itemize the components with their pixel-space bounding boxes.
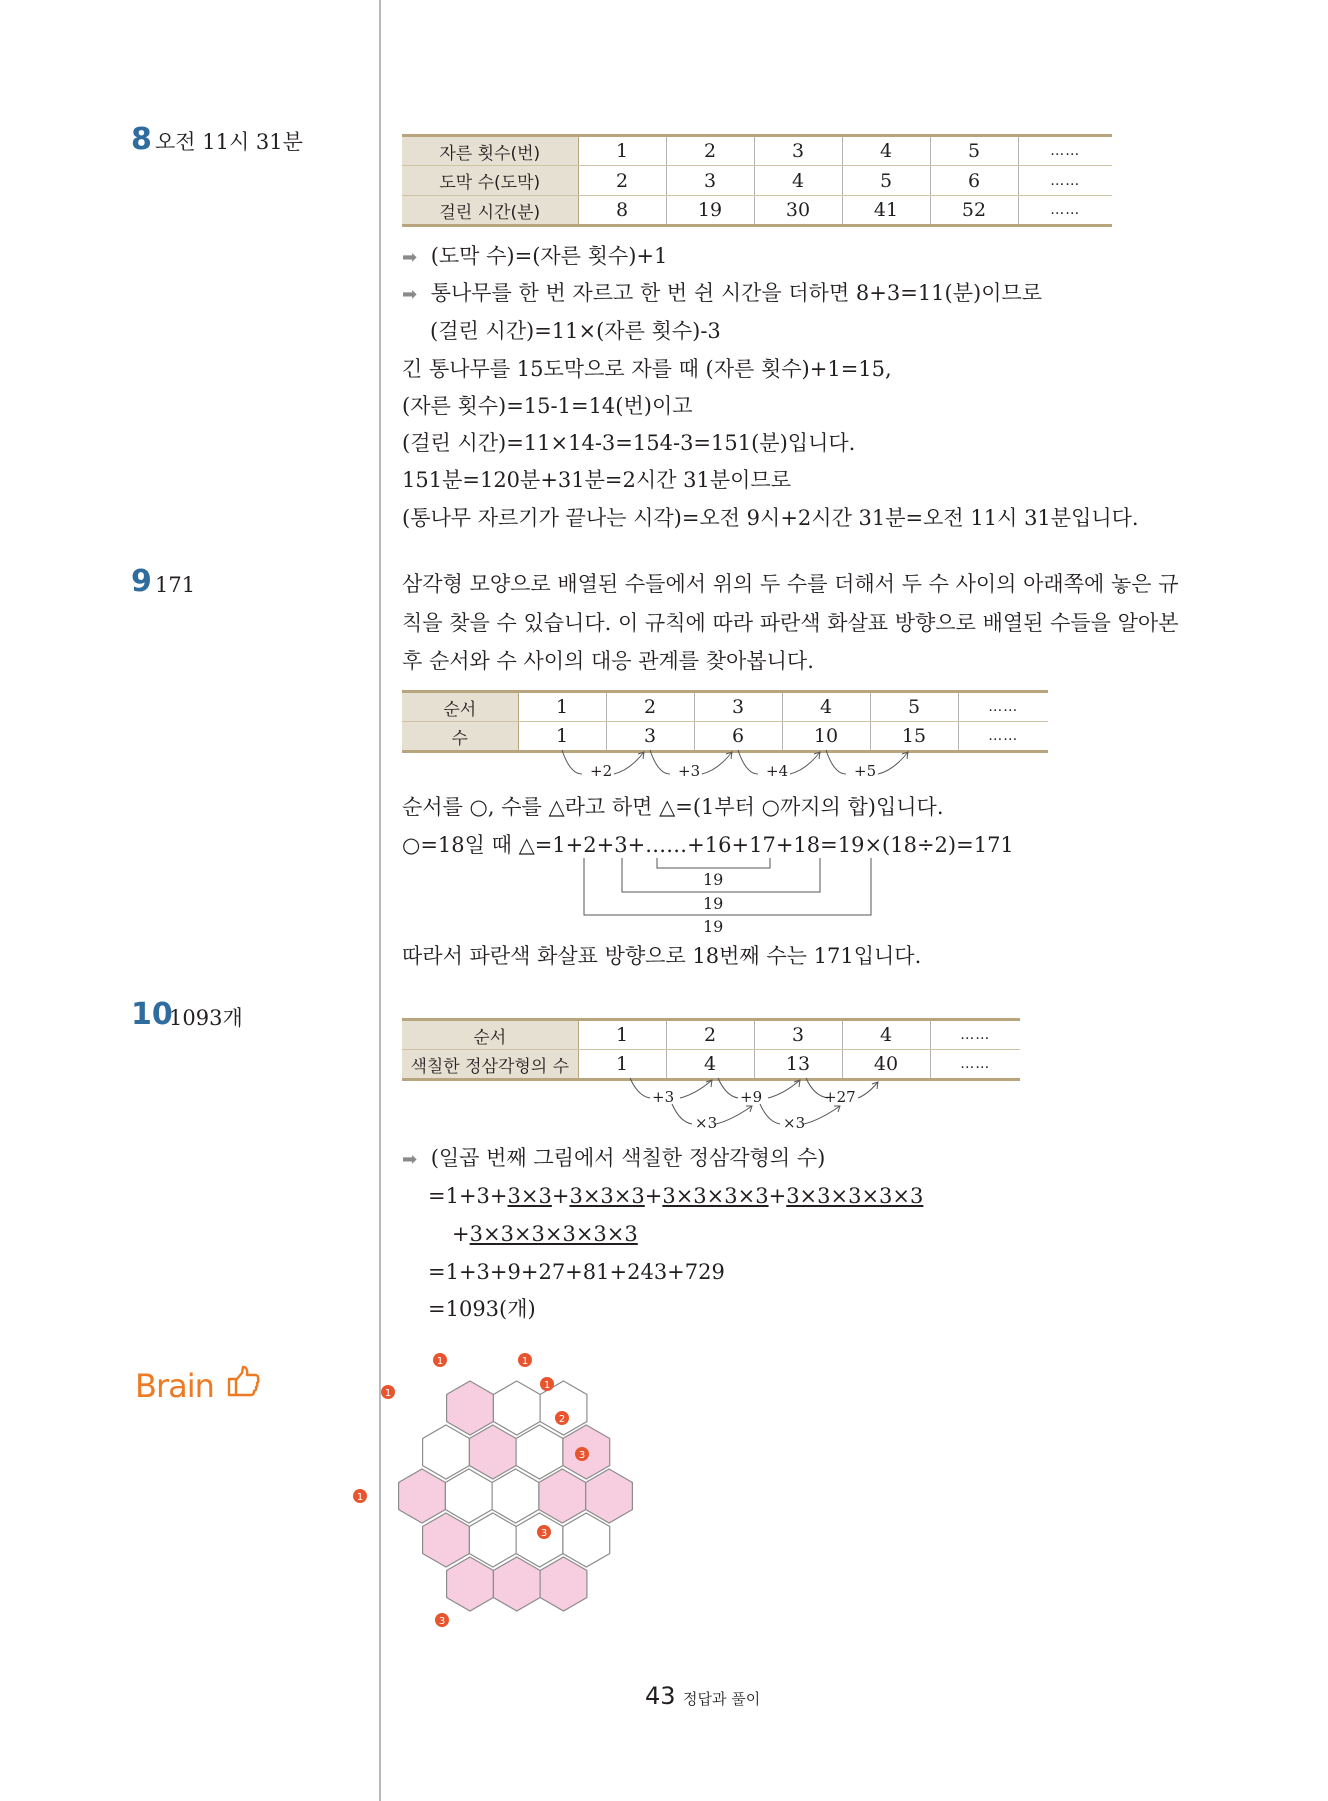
table-cell: …… bbox=[1018, 166, 1112, 196]
question-9-number: 9 bbox=[131, 564, 152, 599]
q8-line-text: (도막 수)=(자른 횟수)+1 bbox=[430, 244, 668, 268]
table-cell: 4 bbox=[754, 166, 842, 196]
hexagon-cell bbox=[516, 1513, 563, 1567]
q10-line-2 bbox=[428, 1178, 923, 1214]
table-cell: 5 bbox=[870, 692, 958, 722]
arrow-marker-label: 2 bbox=[558, 1414, 566, 1425]
table-cell: 52 bbox=[930, 196, 1018, 226]
expr-part-underlined: 3×3 bbox=[507, 1184, 552, 1208]
table-cell: 13 bbox=[754, 1050, 842, 1080]
q9-intro-2: 칙을 찾을 수 있습니다. 이 규칙에 따라 파란색 화살표 방향으로 배열된 수들을 알아본 bbox=[402, 611, 1179, 635]
q9-conclusion: 따라서 파란색 화살표 방향으로 18번째 수는 171입니다. bbox=[402, 944, 922, 968]
hexagon-puzzle bbox=[356, 1356, 702, 1646]
expr-part: + bbox=[452, 1222, 470, 1246]
table-cell: 4 bbox=[782, 692, 870, 722]
table-cell: 4 bbox=[842, 1020, 930, 1050]
arrow-marker-label: 3 bbox=[540, 1528, 548, 1539]
q9-intro-1: 삼각형 모양으로 배열된 수들에서 위의 두 수를 더해서 두 수 사이의 아래쪽에 놓은 규 bbox=[402, 572, 1179, 596]
q9-pair-brackets bbox=[580, 858, 880, 918]
table-row-header: 자른 횟수(번) bbox=[402, 136, 578, 166]
expr-part-underlined: 3×3×3×3×3×3 bbox=[469, 1222, 638, 1246]
table-row bbox=[402, 166, 1112, 196]
q9-table bbox=[402, 690, 1048, 753]
pair-sum: 19 bbox=[703, 917, 724, 936]
table-cell: 1 bbox=[578, 136, 666, 166]
table-cell: …… bbox=[958, 692, 1048, 722]
table-row bbox=[402, 722, 1048, 752]
q9-line-1: 순서를 ○, 수를 △라고 하면 △=(1부터 ○까지의 합)입니다. bbox=[402, 795, 944, 819]
q8-line-1 bbox=[402, 238, 667, 276]
table-cell: 2 bbox=[578, 166, 666, 196]
table-cell: …… bbox=[958, 722, 1048, 752]
diff-label: +3 bbox=[678, 762, 701, 780]
hexagon-cell bbox=[469, 1425, 516, 1479]
table-cell: 8 bbox=[578, 196, 666, 226]
table-cell: 4 bbox=[666, 1050, 754, 1080]
arrow-marker-label: 3 bbox=[578, 1450, 586, 1461]
diff-label: +4 bbox=[766, 762, 789, 780]
q8-table bbox=[402, 134, 1112, 227]
hexagon-cell bbox=[493, 1381, 540, 1435]
table-cell: …… bbox=[1018, 136, 1112, 166]
table-row bbox=[402, 1020, 1020, 1050]
table-cell: 15 bbox=[870, 722, 958, 752]
arrow-marker-label: 1 bbox=[543, 1380, 551, 1391]
table-cell: 3 bbox=[694, 692, 782, 722]
diff-label: +2 bbox=[590, 762, 613, 780]
question-10-number: 10 bbox=[131, 997, 173, 1032]
page-label: 정답과 풀이 bbox=[683, 1690, 761, 1708]
brain-title: Brain bbox=[135, 1367, 214, 1405]
q8-line-2 bbox=[402, 275, 1042, 313]
table-cell: 6 bbox=[694, 722, 782, 752]
arrow-marker-label: 1 bbox=[384, 1388, 392, 1399]
q10-line-5: =1093(개) bbox=[428, 1297, 536, 1321]
q10-line-1 bbox=[402, 1140, 825, 1178]
q10-line-3 bbox=[452, 1216, 638, 1252]
hexagon-cell bbox=[399, 1469, 446, 1523]
table-row-header: 도막 수(도막) bbox=[402, 166, 578, 196]
table-cell: 3 bbox=[606, 722, 694, 752]
table-cell: …… bbox=[930, 1020, 1020, 1050]
hexagon-cell bbox=[563, 1513, 610, 1567]
table-row-header: 색칠한 정삼각형의 수 bbox=[402, 1050, 578, 1080]
curve-arrow bbox=[562, 750, 582, 774]
table-cell: 3 bbox=[754, 1020, 842, 1050]
diff-label: +5 bbox=[854, 762, 877, 780]
pair-sum: 19 bbox=[703, 894, 724, 913]
q9-line-2: ○=18일 때 △=1+2+3+……+16+17+18=19×(18÷2)=171 bbox=[402, 833, 1014, 857]
hexagon-cell bbox=[540, 1557, 587, 1611]
expr-part-underlined: 3×3×3×3 bbox=[662, 1184, 769, 1208]
table-cell: 1 bbox=[518, 692, 606, 722]
table-row bbox=[402, 1050, 1020, 1080]
question-10-answer: 1093개 bbox=[169, 1006, 243, 1030]
arrow-marker-label: 1 bbox=[356, 1492, 364, 1503]
question-8-number: 8 bbox=[131, 122, 152, 157]
q8-line-3: (걸린 시간)=11×(자른 횟수)-3 bbox=[430, 319, 721, 343]
question-9-answer: 171 bbox=[155, 573, 196, 597]
table-row-header: 순서 bbox=[402, 1020, 578, 1050]
table-cell: 4 bbox=[842, 136, 930, 166]
table-cell: …… bbox=[930, 1050, 1020, 1080]
table-cell: 41 bbox=[842, 196, 930, 226]
table-cell: 5 bbox=[930, 136, 1018, 166]
expr-part-underlined: 3×3×3×3×3 bbox=[786, 1184, 924, 1208]
hexagon-cell bbox=[493, 1557, 540, 1611]
table-cell: 30 bbox=[754, 196, 842, 226]
table-row-header: 순서 bbox=[402, 692, 518, 722]
expr-part: + bbox=[768, 1184, 787, 1208]
expr-part-underlined: 3×3×3 bbox=[569, 1184, 645, 1208]
diff-label: +9 bbox=[740, 1088, 763, 1106]
expr-part: + bbox=[551, 1184, 570, 1208]
q10-table bbox=[402, 1018, 1020, 1081]
table-cell: 1 bbox=[578, 1050, 666, 1080]
table-cell: 2 bbox=[666, 136, 754, 166]
table-cell: …… bbox=[1018, 196, 1112, 226]
brain-logo bbox=[135, 1367, 214, 1405]
q10-line-text: (일곱 번째 그림에서 색칠한 정삼각형의 수) bbox=[430, 1146, 826, 1170]
thumbs-up-icon bbox=[227, 1365, 261, 1399]
table-cell: 2 bbox=[606, 692, 694, 722]
hexagon-cell bbox=[492, 1469, 539, 1523]
hexagon-cell bbox=[447, 1381, 494, 1435]
table-cell: 1 bbox=[518, 722, 606, 752]
pair-sum: 19 bbox=[703, 870, 724, 889]
arrow-marker-label: 1 bbox=[521, 1356, 529, 1367]
table-row bbox=[402, 196, 1112, 226]
hexagon-cell bbox=[469, 1513, 516, 1567]
column-divider bbox=[379, 0, 381, 1801]
q8-line-8: (통나무 자르기가 끝나는 시각)=오전 9시+2시간 31분=오전 11시 31분입니다. bbox=[402, 506, 1139, 530]
table-row bbox=[402, 692, 1048, 722]
table-row bbox=[402, 136, 1112, 166]
table-cell: 19 bbox=[666, 196, 754, 226]
hexagon-cell bbox=[586, 1469, 633, 1523]
hexagon-cell bbox=[445, 1469, 492, 1523]
arrow-marker-label: 3 bbox=[438, 1616, 446, 1627]
diff-label: +27 bbox=[824, 1088, 856, 1106]
q8-line-6: (걸린 시간)=11×14-3=154-3=151(분)입니다. bbox=[402, 431, 856, 455]
q8-line-4: 긴 통나무를 15도막으로 자를 때 (자른 횟수)+1=15, bbox=[402, 357, 892, 381]
table-row-header: 수 bbox=[402, 722, 518, 752]
hexagon-cell bbox=[447, 1557, 494, 1611]
question-8-answer: 오전 11시 31분 bbox=[155, 130, 303, 154]
page-number: 43 bbox=[645, 1682, 676, 1710]
arrow-right-icon: ➡ bbox=[402, 247, 418, 268]
hexagon-cell bbox=[423, 1513, 470, 1567]
q8-line-5: (자른 횟수)=15-1=14(번)이고 bbox=[402, 394, 693, 418]
table-row-header: 걸린 시간(분) bbox=[402, 196, 578, 226]
ratio-label: ×3 bbox=[783, 1114, 806, 1132]
table-cell: 6 bbox=[930, 166, 1018, 196]
expr-part: =1+3+ bbox=[428, 1184, 508, 1208]
q10-line-4: =1+3+9+27+81+243+729 bbox=[428, 1260, 725, 1284]
q8-line-text: 통나무를 한 번 자르고 한 번 쉰 시간을 더하면 8+3=11(분)이므로 bbox=[430, 281, 1043, 305]
hexagon-cell bbox=[516, 1425, 563, 1479]
table-cell: 3 bbox=[666, 166, 754, 196]
hexagon-cell bbox=[539, 1469, 586, 1523]
diff-label: +3 bbox=[652, 1088, 675, 1106]
arrow-right-icon: ➡ bbox=[402, 284, 418, 305]
q8-line-7: 151분=120분+31분=2시간 31분이므로 bbox=[402, 468, 792, 492]
table-cell: 3 bbox=[754, 136, 842, 166]
expr-part: + bbox=[644, 1184, 663, 1208]
table-cell: 5 bbox=[842, 166, 930, 196]
table-cell: 2 bbox=[666, 1020, 754, 1050]
arrow-right-icon: ➡ bbox=[402, 1149, 418, 1170]
ratio-label: ×3 bbox=[695, 1114, 718, 1132]
q9-intro-3: 후 순서와 수 사이의 대응 관계를 찾아봅니다. bbox=[402, 649, 814, 673]
table-cell: 1 bbox=[578, 1020, 666, 1050]
table-cell: 40 bbox=[842, 1050, 930, 1080]
hexagon-cell bbox=[423, 1425, 470, 1479]
table-cell: 10 bbox=[782, 722, 870, 752]
arrow-marker-label: 1 bbox=[436, 1356, 444, 1367]
